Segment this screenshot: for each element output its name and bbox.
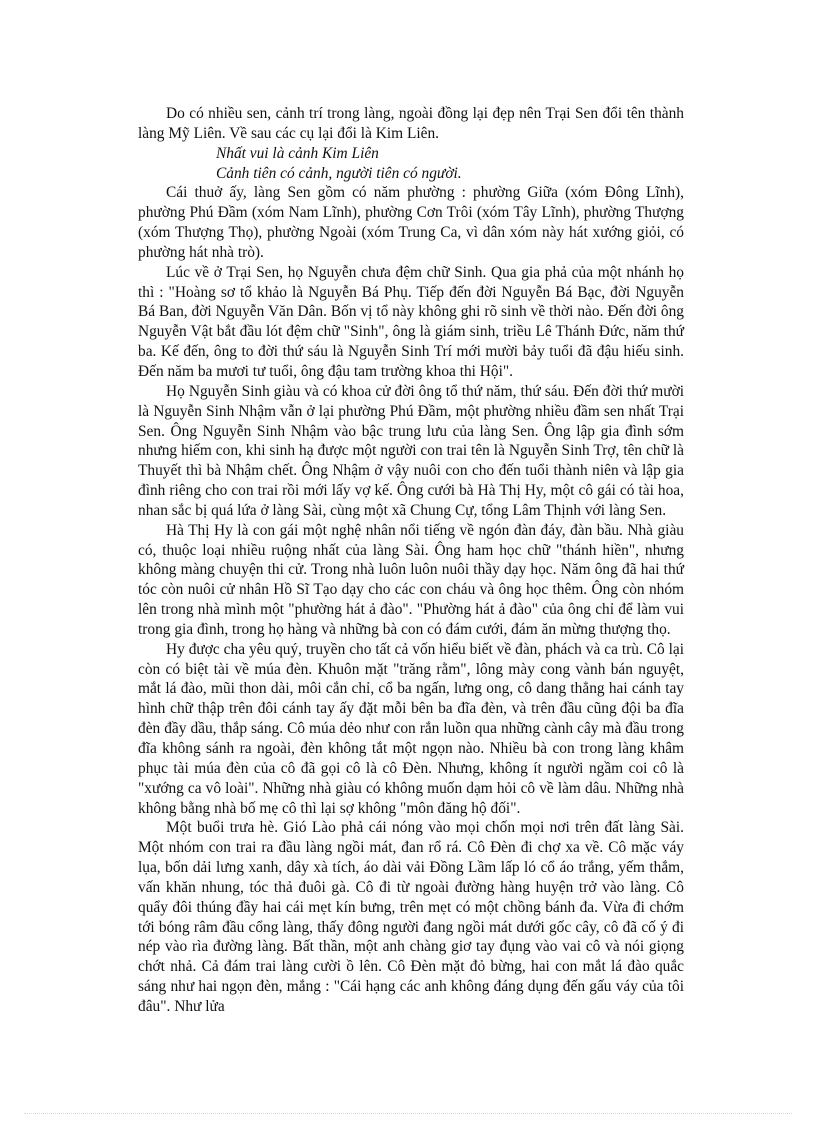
page-bottom-divider bbox=[24, 1113, 792, 1114]
paragraph-5: Hà Thị Hy là con gái một nghệ nhân nổi tiếng về ngón đàn đáy, đàn bầu. Nhà giàu có, thuộc loại nhiều ruộng nhất của làng Sài. Ông ham học chữ "thánh hiền", nhưng không màng chuyện thi cử. Trong nhà luôn luôn nuôi thầy dạy học. Năm ông đã hai thứ tóc còn nuôi cử nhân Hồ Sĩ Tạo dạy cho các con cháu và ông học thêm. Ông còn nhóm lên trong nhà mình một "phường hát ả đào". "Phường hát ả đào" của ông chỉ để làm vui trong gia đình, trong họ hàng và những bà con có đám cưới, đám ăn mừng thượng thọ. bbox=[138, 521, 684, 638]
verse-line-2: Cảnh tiên có cảnh, người tiên có người. bbox=[216, 164, 462, 182]
verse-line-1: Nhất vui là cảnh Kim Liên bbox=[216, 144, 379, 162]
paragraph-1: Do có nhiều sen, cảnh trí trong làng, ngoài đồng lại đẹp nên Trại Sen đổi tên thành làng Mỹ Liên. Về sau các cụ lại đổi là Kim Liên. bbox=[138, 105, 684, 142]
paragraph-6: Hy được cha yêu quý, truyền cho tất cả vốn hiểu biết về đàn, phách và ca trù. Cô lại còn có biệt tài về múa đèn. Khuôn mặt "trăng rằm", lông mày cong vành bán nguyệt, mắt lá đào, mũi thon dài, môi cắn chỉ, cổ ba ngấn, lưng ong, cô dang thẳng hai cánh tay hình chữ thập trên đôi cánh tay ấy đặt mỗi bên ba đĩa đèn, và trên đầu cũng đội ba đĩa đèn đầy dầu, thắp sáng. Cô múa dẻo như con rắn luồn qua những cành cây mà đầu trong đĩa không sánh ra ngoài, đèn không tắt một ngọn nào. Nhiều bà con trong làng khâm phục tài múa đèn của cô đã gọi cô là cô Đèn. Nhưng, không ít người ngầm coi cô là "xướng ca vô loài". Những nhà giàu có không muốn dạm hỏi cô về làm dâu. Những nhà không bằng nhà bố mẹ cô thì lại sợ không "môn đăng hộ đối". bbox=[138, 640, 684, 817]
document-body bbox=[138, 104, 684, 1017]
paragraph-4: Họ Nguyễn Sinh giàu và có khoa cử đời ông tổ thứ năm, thứ sáu. Đến đời thứ mười là Nguyễn Sinh Nhậm vẫn ở lại phường Phú Đầm, một phường nhiều đầm sen nhất Trại Sen. Ông Nguyễn Sinh Nhậm vào bậc trung lưu của làng Sen. Ông lập gia đình sớm nhưng hiếm con, khi sinh hạ được một người con trai tên là Nguyễn Sinh Trợ, tên chữ là Thuyết thì bà Nhậm chết. Ông Nhậm ở vậy nuôi con cho đến tuổi thành niên và lập gia đình riêng cho con trai rồi mới lấy vợ kế. Ông cưới bà Hà Thị Hy, một cô gái có tài hoa, nhan sắc bị quá lứa ở làng Sài, cùng một xã Chung Cự, tổng Lâm Thịnh với làng Sen. bbox=[138, 382, 684, 519]
paragraph-3: Lúc về ở Trại Sen, họ Nguyễn chưa đệm chữ Sinh. Qua gia phả của một nhánh họ thì : "Hoàng sơ tổ khảo là Nguyễn Bá Phụ. Tiếp đến đời Nguyễn Bá Bạc, đời Nguyễn Bá Ban, đời Nguyễn Văn Dân. Bốn vị tổ này không ghi rõ sinh về thời nào. Đến đời ông Nguyễn Vật bắt đầu lót đệm chữ "Sinh", ông là giám sinh, triều Lê Thánh Đức, năm thứ ba. Kế đến, ông to đời thứ sáu là Nguyễn Sinh Trí mới mười bảy tuổi đã đậu hiếu sinh. Đến năm ba mươi tư tuổi, ông đậu tam trường khoa thi Hội". bbox=[138, 263, 684, 380]
paragraph-2: Cái thuở ấy, làng Sen gồm có năm phường : phường Giữa (xóm Đông Lĩnh), phường Phú Đầm (xóm Nam Lĩnh), phường Cơn Trôi (xóm Tây Lĩnh), phường Thượng (xóm Thượng Thọ), phường Ngoài (xóm Trung Ca, vì dân xóm này hát xướng giỏi, có phường hát nhà trò). bbox=[138, 184, 684, 261]
paragraph-7: Một buổi trưa hè. Gió Lào phả cái nóng vào mọi chốn mọi nơi trên đất làng Sài. Một nhóm con trai ra đầu làng ngồi mát, đan rổ rá. Cô Đèn đi chợ xa về. Cô mặc váy lụa, bốn dải lưng xanh, dây xà tích, áo dài vải Đồng Lầm lấp ló cổ áo trắng, yếm thắm, vấn khăn nhung, tóc thả đuôi gà. Cô đi từ ngoài đường hàng huyện trở vào làng. Cô quẩy đôi thúng đầy hai cái mẹt kín bưng, trên mẹt có một chồng bánh đa. Vừa đi chớm tới bóng râm đầu cổng làng, thấy đông người đang ngồi mát dưới gốc cây, cô đã cố ý đi nép vào rìa đường làng. Bất thần, một anh chàng giơ tay đụng vào vai cô và nói giọng chớt nhả. Cả đám trai làng cười ồ lên. Cô Đèn mặt đỏ bừng, hai con mắt lá đào quắc sáng như hai ngọn đèn, mắng : "Cái hạng các anh không đáng dụng đến gấu váy của tôi đâu". Như lửa bbox=[138, 819, 684, 1015]
